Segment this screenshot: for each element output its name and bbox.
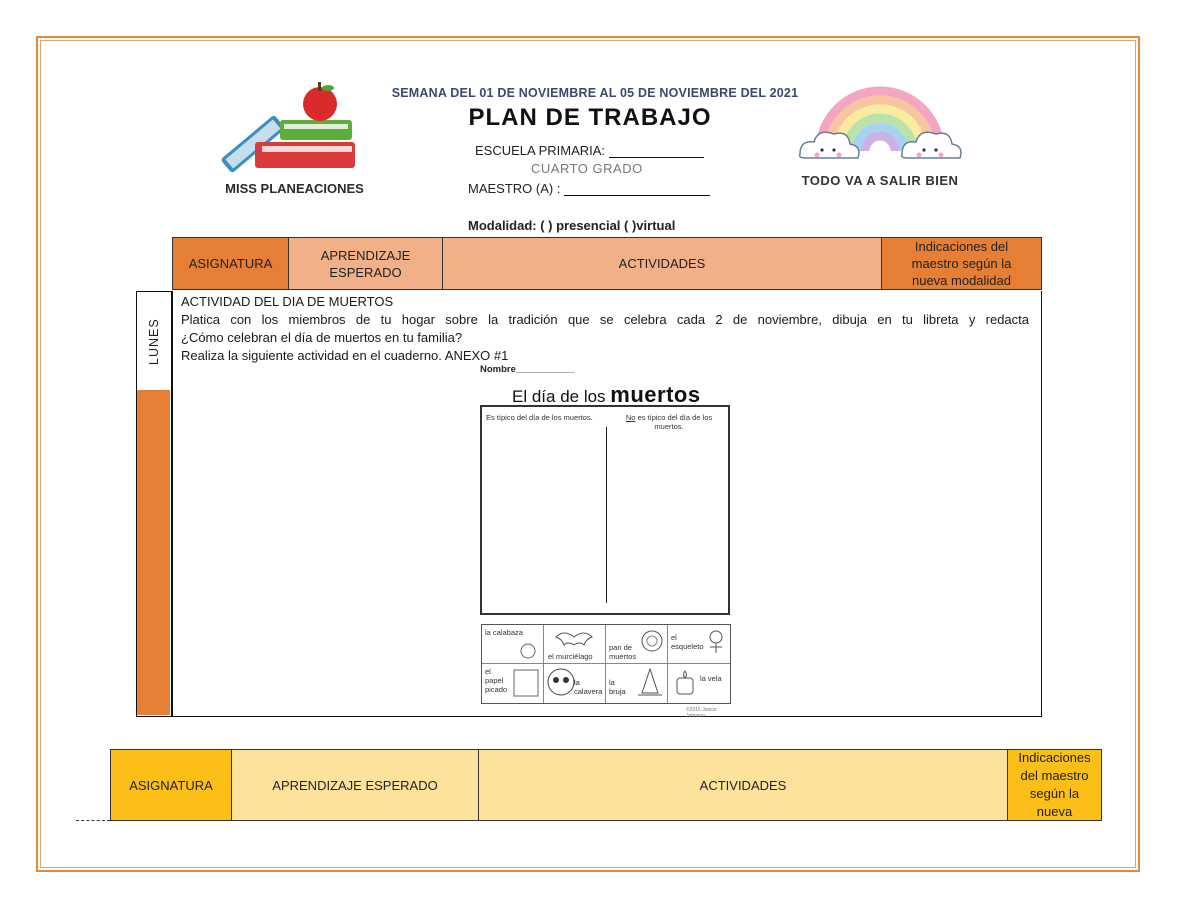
grid-item-label: la calabaza	[485, 628, 523, 637]
bread-icon	[640, 629, 664, 653]
witch-hat-icon	[638, 667, 662, 699]
grid-item-label: pan de muertos	[609, 643, 637, 661]
pumpkin-icon	[518, 641, 538, 659]
t1-header-indicaciones: Indicaciones del maestro según la nueva modalidad	[881, 237, 1042, 290]
grid-item-label: el murciélago	[548, 652, 593, 661]
day-label: LUNES	[147, 318, 161, 366]
sugar-skull-icon	[546, 667, 576, 699]
grid-item-label: la vela	[700, 674, 722, 683]
worksheet-col-right-text: es típico del día de los muertos.	[635, 413, 713, 431]
school-label: ESCUELA PRIMARIA:	[475, 143, 606, 158]
bat-icon	[554, 627, 594, 647]
grid-cell	[482, 664, 544, 703]
worksheet-annex	[478, 362, 736, 719]
grid-cell	[544, 664, 606, 703]
t1-header-asignatura: ASIGNATURA	[172, 237, 289, 290]
worksheet-picture-grid	[481, 624, 731, 704]
slogan-text: TODO VA A SALIR BIEN	[801, 173, 959, 188]
worksheet-col-right-no: No	[625, 413, 636, 422]
worksheet-divider	[606, 427, 607, 603]
activity-title: ACTIVIDAD DEL DIA DE MUERTOS	[181, 294, 394, 309]
grid-cell	[668, 625, 730, 664]
grid-cell	[668, 664, 730, 703]
grid-item-label: el papel picado	[485, 667, 508, 694]
day-column	[136, 291, 172, 717]
activity-line-1: Platica con los miembros de tu hogar sobre la tradición que se celebra cada 2 de noviembre, dibuja en tu libreta y redacta	[181, 312, 1029, 327]
grid-cell	[606, 625, 668, 664]
grid-item-label: la calavera	[574, 678, 603, 696]
teacher-field[interactable]	[468, 181, 710, 196]
page-title: PLAN DE TRABAJO	[468, 104, 712, 131]
day-fill	[137, 390, 170, 715]
brand-text: MISS PLANEACIONES	[225, 181, 364, 196]
activity-line-3: Realiza la siguiente actividad en el cuaderno. ANEXO #1	[181, 348, 509, 363]
day-cell	[137, 292, 170, 391]
worksheet-sort-box	[480, 405, 730, 615]
skeleton-icon	[706, 629, 726, 659]
t2-header-actividades: ACTIVIDADES	[478, 749, 1008, 821]
grid-cell	[606, 664, 668, 703]
candle-icon	[674, 668, 696, 698]
week-range: SEMANA DEL 01 DE NOVIEMBRE AL 05 DE NOVIEMBRE DEL 2021	[391, 86, 799, 100]
t2-header-aprendizaje: APRENDIZAJE ESPERADO	[231, 749, 479, 821]
row-rule	[76, 820, 110, 821]
papel-picado-icon	[512, 668, 540, 698]
grid-cell	[544, 625, 606, 664]
worksheet-col-right	[612, 413, 726, 431]
grid-item-label: el esqueleto	[671, 633, 704, 651]
rainbow-clouds-logo	[790, 66, 970, 181]
modalidad-line: Modalidad: ( ) presencial ( )virtual	[468, 218, 676, 233]
t1-header-actividades: ACTIVIDADES	[442, 237, 882, 290]
grade-label: CUARTO GRADO	[531, 161, 643, 176]
teacher-line	[564, 183, 710, 196]
grid-item-label: la bruja	[609, 678, 626, 696]
school-line	[609, 145, 704, 158]
t2-header-indicaciones: Indicaciones del maestro según la nueva	[1007, 749, 1102, 821]
t1-header-aprendizaje: APRENDIZAJE ESPERADO	[288, 237, 443, 290]
t2-header-asignatura: ASIGNATURA	[110, 749, 232, 821]
worksheet-copyright: ©2015 Janice Johnson	[686, 707, 717, 719]
teacher-label: MAESTRO (A) :	[468, 181, 561, 196]
worksheet-name-line: Nombre___________	[480, 364, 575, 375]
worksheet-title-bold: muertos	[610, 382, 701, 407]
grid-cell	[482, 625, 544, 664]
activity-text	[181, 293, 1029, 365]
activity-line-2: ¿Cómo celebran el día de muertos en tu familia?	[181, 330, 463, 345]
school-field[interactable]	[475, 143, 704, 158]
worksheet-title-prefix: El día de los	[512, 387, 606, 406]
worksheet-col-left: Es típico del día de los muertos.	[486, 413, 593, 422]
